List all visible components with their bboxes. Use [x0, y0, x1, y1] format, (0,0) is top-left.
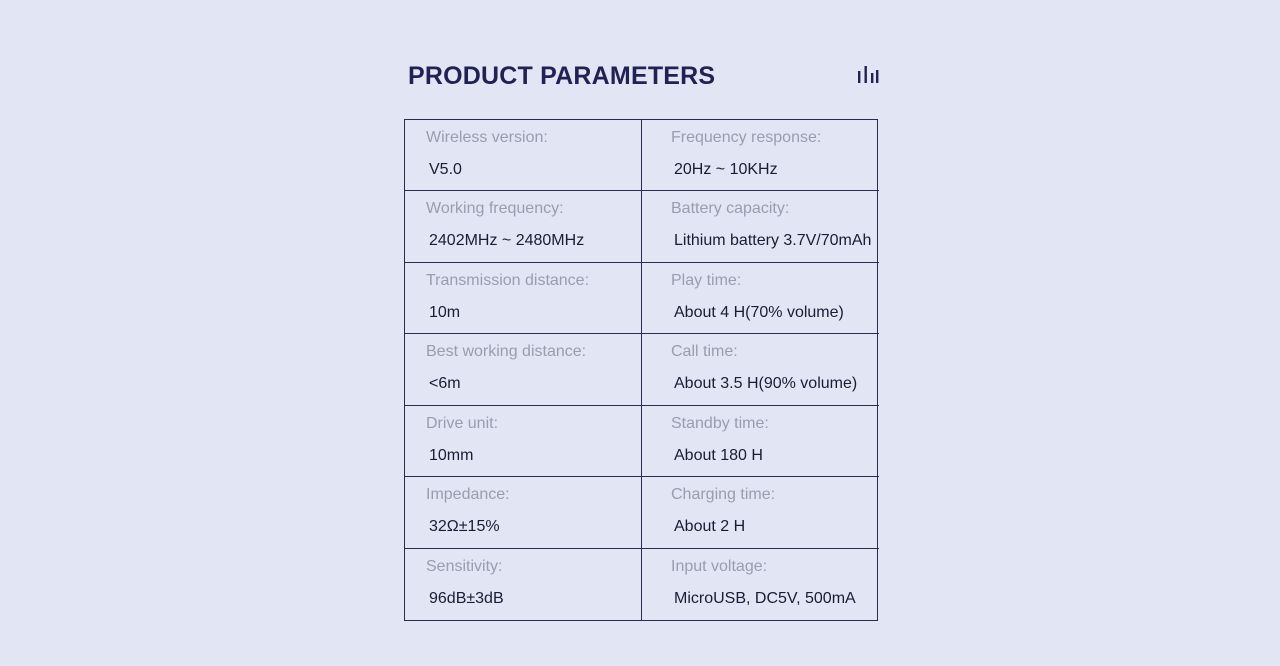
param-cell [642, 549, 879, 620]
param-value: About 180 H [674, 446, 763, 464]
param-cell [405, 263, 642, 334]
param-cell [642, 334, 879, 405]
param-cell [642, 191, 879, 262]
param-value: <6m [429, 375, 461, 393]
param-value: 20Hz ~ 10KHz [674, 161, 778, 178]
param-label: Play time: [671, 271, 742, 289]
param-cell [642, 120, 879, 191]
param-cell [405, 406, 642, 477]
param-label: Call time: [671, 343, 738, 361]
param-cell [642, 263, 879, 334]
param-label: Input voltage: [671, 557, 768, 575]
param-label: Best working distance: [426, 343, 587, 361]
param-label: Drive unit: [426, 414, 499, 432]
param-value: About 3.5 H(90% volume) [674, 375, 858, 393]
param-value: MicroUSB, DC5V, 500mA [674, 589, 856, 607]
param-label: Battery capacity: [671, 200, 790, 218]
param-label: Transmission distance: [426, 271, 590, 289]
param-value: 2402MHz ~ 2480MHz [429, 232, 585, 250]
param-value: About 2 H [674, 518, 746, 536]
param-cell [405, 477, 642, 548]
param-value: 96dB±3dB [429, 589, 504, 607]
bars-icon [857, 64, 879, 86]
param-label: Charging time: [671, 486, 776, 504]
param-value: 32Ω±15% [429, 518, 500, 536]
param-label: Standby time: [671, 414, 769, 432]
param-cell [405, 191, 642, 262]
param-label: Sensitivity: [426, 557, 503, 575]
param-cell [642, 406, 879, 477]
param-cell [642, 477, 879, 548]
parameters-table [404, 119, 878, 621]
param-label: Impedance: [426, 486, 510, 504]
param-value: 10m [429, 303, 461, 321]
page-title: PRODUCT PARAMETERS [408, 62, 716, 90]
param-cell [405, 334, 642, 405]
param-label: Frequency response: [671, 129, 822, 146]
param-value: About 4 H(70% volume) [674, 303, 844, 321]
param-label: Working frequency: [426, 200, 564, 218]
param-cell [405, 549, 642, 620]
param-value: Lithium battery 3.7V/70mAh [674, 232, 872, 250]
param-value: 10mm [429, 446, 474, 464]
param-value: V5.0 [429, 161, 462, 178]
param-cell [405, 120, 642, 191]
param-label: Wireless version: [426, 129, 548, 146]
